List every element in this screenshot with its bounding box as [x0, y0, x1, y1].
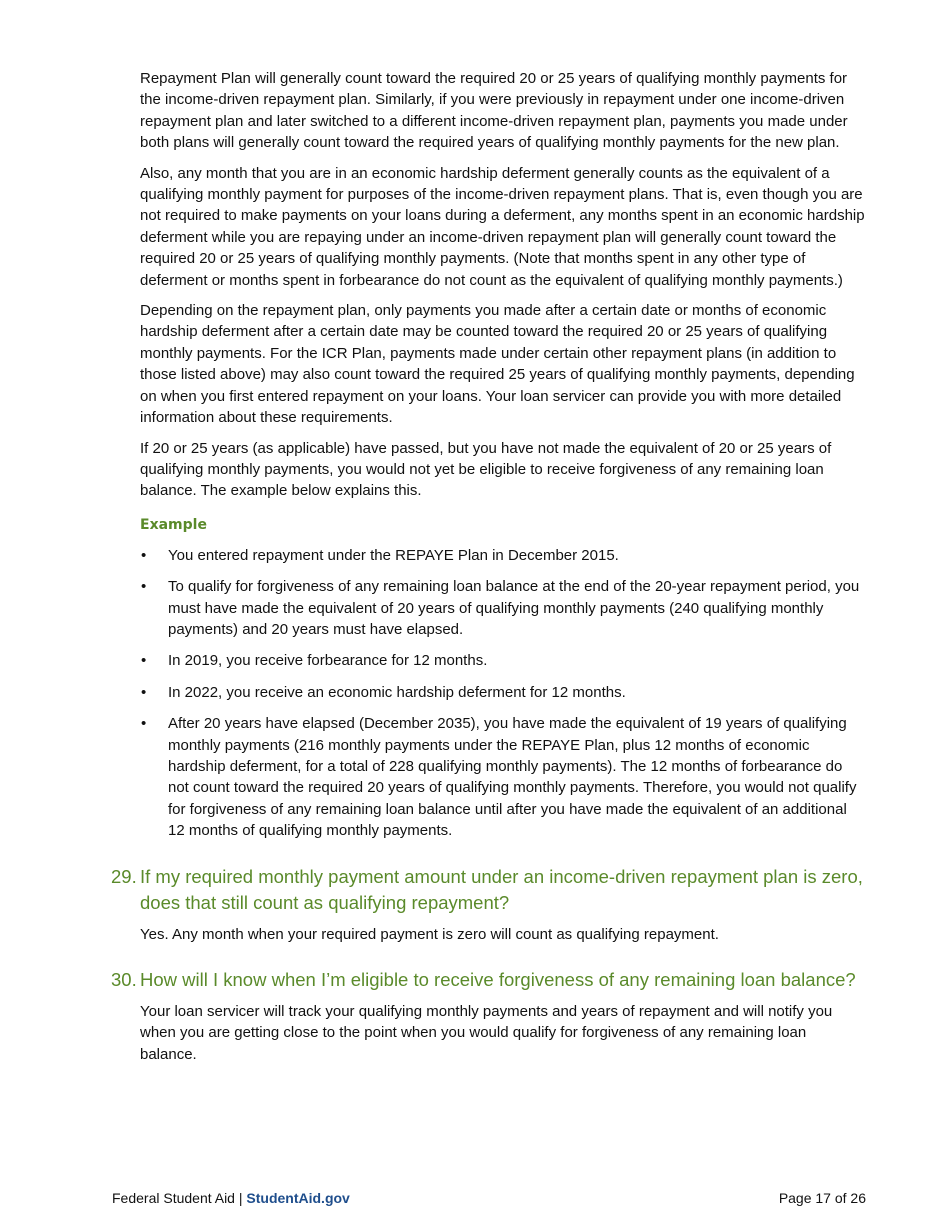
question-number: 29.	[111, 865, 137, 887]
list-item	[140, 713, 865, 841]
paragraph-economic-hardship: Also, any month that you are in an economic hardship deferment generally counts as the equivalent of a qualifying monthly payment for purposes of the income-driven repayment plans. That is, even though you are not required to make payments on your loans during a deferment, any months spent in an economic hardship deferment while you are repaying under an income-driven repayment plan will generally count toward the required 20 or 25 years of qualifying monthly payments. (Note that months spent in any other type of deferment or months spent in forbearance do not count as the equivalent of qualifying monthly payments.)	[140, 164, 865, 289]
question-number: 30.	[111, 969, 137, 990]
list-item-text: You entered repayment under the REPAYE Plan in December 2015.	[168, 546, 619, 564]
list-item-text: In 2022, you receive an economic hardship deferment for 12 months.	[168, 683, 626, 701]
footer-org: Federal Student Aid	[112, 1190, 235, 1206]
paragraph-years-passed: If 20 or 25 years (as applicable) have passed, but you have not made the equivalent of 20 or 25 years of qualifying monthly payments, you would not yet be eligible to receive forgiveness of any remaining loan balance. The example below explains this.	[140, 439, 832, 500]
question-title: If my required monthly payment amount under an income-driven repayment plan is zero, does that still count as qualifying repayment?	[140, 865, 863, 913]
list-item	[140, 682, 865, 703]
paragraph-repayment-dates: Depending on the repayment plan, only payments you made after a certain date or months of economic hardship deferment after a certain date may be counted toward the required 20 or 25 years of qualifying monthly payments. For the ICR Plan, payments made under certain other repayment plans (in addition to those listed above) may also count toward the required 25 years of qualifying monthly payments, depending on when you first entered repayment on your loans. Your loan servicer can provide you with more detailed information about these requirements.	[140, 302, 855, 427]
footer-source	[112, 1188, 350, 1208]
list-item	[140, 650, 865, 671]
question-29-heading	[111, 864, 865, 916]
question-29-answer: Yes. Any month when your required payment is zero will count as qualifying repayment.	[140, 925, 719, 943]
example-heading: Example	[140, 516, 207, 533]
bullet-icon: •	[141, 578, 147, 596]
example-list	[140, 545, 865, 842]
question-30-answer: Your loan servicer will track your qualifying monthly payments and years of repayment and will notify you when you are getting close to the point when you would qualify for forgiveness of any remaining loan balance.	[140, 1003, 833, 1063]
list-item-text: After 20 years have elapsed (December 2035), you have made the equivalent of 19 years of qualifying monthly payments (216 monthly payments under the REPAYE Plan, plus 12 months of economic hardship deferment, for a total of 228 qualifying monthly payments). The 12 months of forbearance do not count toward the required 20 years of qualifying monthly payments. Therefore, you would not qualify for forgiveness of any remaining loan balance until after you have made the equivalent of an additional 12 months of qualifying monthly payments.	[168, 715, 857, 840]
bullet-icon: •	[141, 683, 147, 701]
studentaid-link[interactable]: StudentAid.gov	[246, 1190, 350, 1206]
list-item-text: In 2019, you receive forbearance for 12 months.	[168, 652, 488, 670]
question-30-heading	[111, 967, 865, 993]
bullet-icon: •	[141, 715, 147, 733]
footer-separator: |	[234, 1190, 247, 1206]
list-item	[140, 545, 865, 566]
list-item-text: To qualify for forgiveness of any remaining loan balance at the end of the 20-year repayment period, you must have made the equivalent of 20 years of qualifying monthly payments (240 qualifying monthly payments) and 20 years must have elapsed.	[168, 578, 860, 638]
page-number: Page 17 of 26	[778, 1190, 866, 1206]
bullet-icon: •	[141, 546, 147, 564]
paragraph-repaye-count: Repayment Plan will generally count toward the required 20 or 25 years of qualifying monthly payments for the income-driven repayment plan. Similarly, if you were previously in repayment under one income-driven repayment plan and later switched to a different income-driven repayment plan, payments you made under both plans will generally count toward the required years of qualifying monthly payments for the new plan.	[140, 70, 848, 152]
question-title: How will I know when I’m eligible to receive forgiveness of any remaining loan balance?	[140, 969, 856, 990]
bullet-icon: •	[141, 652, 147, 670]
list-item	[140, 576, 865, 640]
document-body	[111, 68, 865, 1074]
